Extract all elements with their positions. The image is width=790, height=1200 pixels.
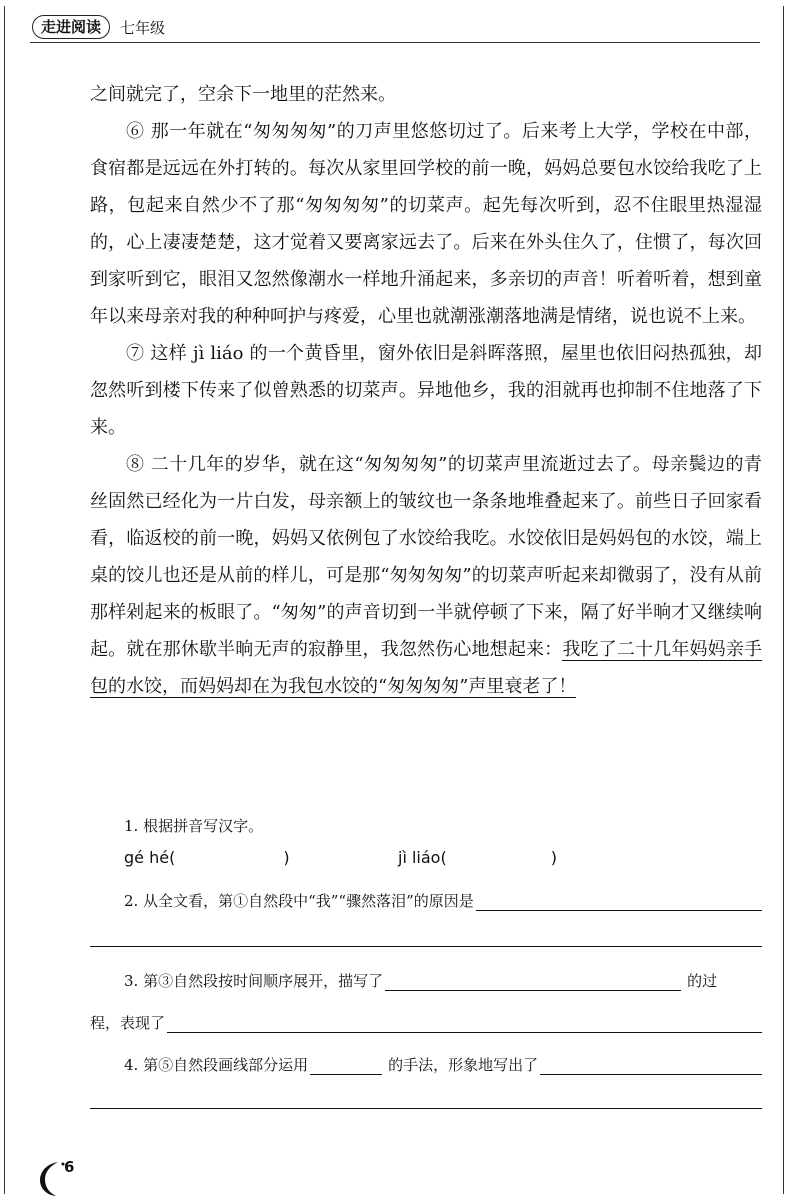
answer-line[interactable] [90, 946, 762, 947]
question-2 [124, 890, 762, 911]
reading-passage [90, 76, 762, 705]
question-4-text-a: 4. 第⑤自然段画线部分运用 [124, 1056, 309, 1074]
question-4 [124, 1054, 762, 1075]
page-number: 6 [64, 1158, 75, 1176]
grade-label: 七年级 [120, 18, 166, 37]
paragraph-7: ⑦ 这样 jì liáo 的一个黄昏里，窗外依旧是斜晖落照，屋里也依旧闷热孤独，却忽然听到楼下传来了似曾熟悉的切菜声。异地他乡，我的泪就再也抑制不住地落了下来。 [90, 343, 762, 438]
question-3-blank-b[interactable] [167, 1014, 762, 1033]
paragraph-8-text: ⑧ 二十几年的岁华，就在这“匆匆匆匆”的切菜声里流逝过去了。母亲鬓边的青丝固然已经化为一片白发，母亲额上的皱纹也一条条地堆叠起来了。前些日子回家看看，临返校的前一晚，妈妈又依例包了水饺给我吃。水饺依旧是妈妈包的水饺，端上桌的饺儿也还是从前的样儿，可是那“匆匆匆匆”的切菜声听起来却微弱了，没有从前那样剁起来的板眼了。“匆匆”的声音切到一半就停顿了下来，隔了好半晌才又继续响起。就在那休歇半晌无声的寂静里，我忽然伤心地想起来： [90, 454, 762, 660]
paragraph-continued: 之间就完了，空余下一地里的茫然来。 [90, 84, 396, 105]
answer-line[interactable] [90, 1108, 762, 1109]
question-3-text-b: 的过 [687, 972, 718, 990]
question-3-blank-a[interactable] [385, 972, 681, 991]
close-paren: ) [550, 848, 557, 867]
question-3 [124, 970, 762, 991]
question-2-text: 2. 从全文看，第①自然段中“我”“骤然落泪”的原因是 [124, 892, 474, 910]
header-rule [30, 42, 760, 43]
question-3-cont [90, 1012, 762, 1033]
underlined-sentence: 我吃了二十几年妈妈亲手包的水饺，而妈妈却在为我包水饺的“匆匆匆匆”声里衰老了！ [90, 639, 763, 697]
question-4-blank-a[interactable] [310, 1056, 382, 1075]
series-badge: 走进阅读 [32, 15, 110, 39]
question-2-blank[interactable] [476, 892, 762, 911]
pinyin-answer-jiliao [398, 848, 557, 867]
page-header [32, 14, 165, 40]
question-4-blank-b[interactable] [540, 1056, 762, 1075]
question-1: 1. 根据拼音写汉字。 [124, 817, 264, 835]
paragraph-6: ⑥ 那一年就在“匆匆匆匆”的刀声里悠悠切过了。后来考上大学，学校在中部，食宿都是远远在外打转的。每次从家里回学校的前一晚，妈妈总要包水饺给我吃了上路，包起来自然少不了那“匆匆匆匆”的切菜声。起先每次听到，忍不住眼里热湿湿的，心上凄凄楚楚，这才觉着又要离家远去了。后来在外头住久了，住惯了，每次回到家听到它，眼泪又忽然像潮水一样地升涌起来，多亲切的声音！听着听着，想到童年以来母亲对我的种种呵护与疼爱，心里也就潮涨潮落地满是情绪，说也说不上来。 [90, 121, 762, 327]
pinyin-jiliao: jì liáo( [398, 848, 447, 867]
question-4-text-b: 的手法，形象地写出了 [388, 1056, 539, 1074]
question-3-text: 3. 第③自然段按时间顺序展开，描写了 [124, 972, 384, 990]
pinyin-answer-gehe [124, 848, 290, 867]
question-3-text-c: 程，表现了 [90, 1014, 166, 1032]
close-paren: ) [283, 848, 290, 867]
paragraph-8 [90, 446, 762, 705]
pinyin-gehe: gé hé( [124, 848, 176, 867]
